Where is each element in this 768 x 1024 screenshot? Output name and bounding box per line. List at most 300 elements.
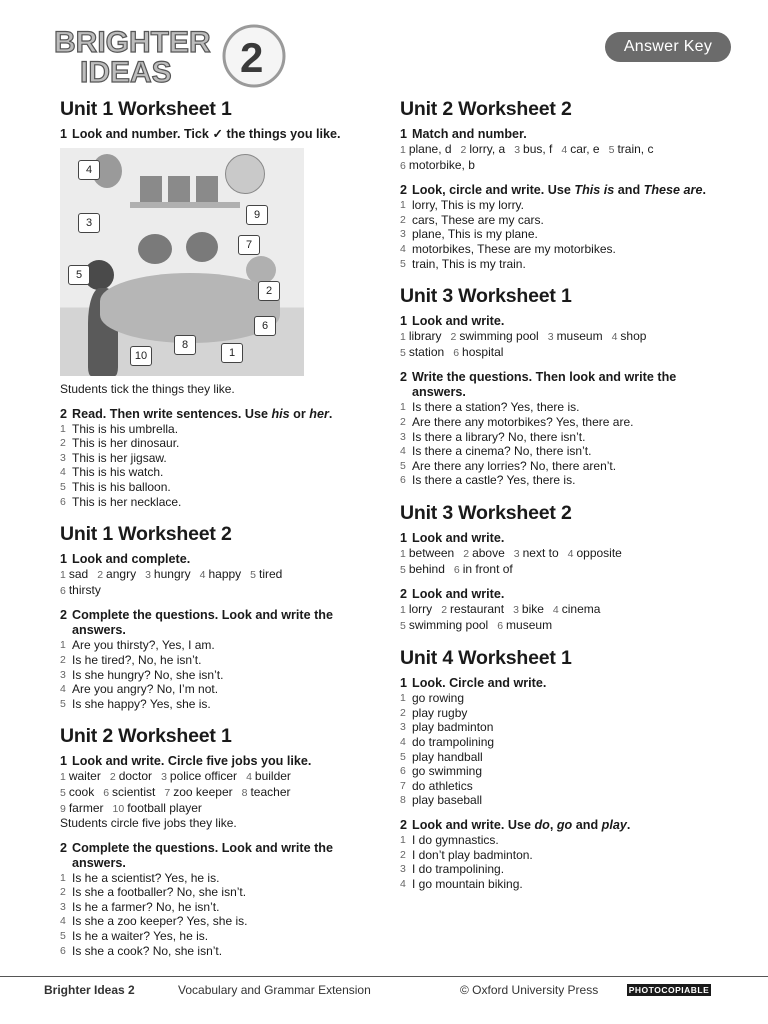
answer-line (400, 444, 720, 459)
answer-text: lorry, a (469, 142, 506, 156)
item-number: 5 (400, 346, 406, 359)
item-number: 5 (400, 750, 406, 763)
item-number: 1 (60, 871, 66, 884)
answer-text: plane, d (408, 142, 452, 156)
exercise-instruction: 2 Look and write. Use do, go and play. (400, 818, 631, 833)
exercise-2 (400, 587, 720, 633)
item-number: 1 (60, 639, 66, 652)
exercise-1 (400, 676, 720, 808)
answer-item (400, 329, 442, 343)
logo-line2: IDEAS (80, 56, 172, 89)
item-number: 1 (60, 569, 66, 582)
answer-line (400, 779, 720, 794)
answer-line (400, 257, 720, 272)
label-box: 10 (130, 346, 152, 366)
answer-item (60, 567, 88, 581)
answer-text: train, c (617, 142, 654, 156)
item-number: 3 (513, 547, 520, 560)
answer-item (400, 618, 488, 632)
item-number: 3 (161, 771, 167, 784)
answer-text: cinema (561, 602, 601, 617)
poster-shape (196, 176, 218, 202)
answer-item (200, 567, 242, 581)
item-number: 4 (400, 445, 406, 458)
unit2-worksheet1 (60, 725, 370, 958)
answer-text: Is there a cinema? No, there isn’t. (412, 444, 592, 459)
answer-item (400, 142, 452, 156)
item-number: 3 (60, 451, 66, 464)
item-number: 3 (400, 430, 406, 443)
answer-text: train, This is my train. (412, 256, 526, 271)
answer-list (400, 400, 720, 488)
answer-line (60, 436, 370, 451)
answer-text: Are you thirsty?, Yes, I am. (72, 638, 215, 653)
answer-text: motorbike, b (408, 157, 475, 172)
answer-item (548, 329, 603, 343)
answer-list (400, 142, 720, 173)
item-number: 6 (60, 944, 66, 957)
answer-line (400, 242, 720, 257)
item-number: 3 (513, 604, 519, 617)
item-number: 5 (60, 930, 66, 943)
answer-text: This is his balloon. (72, 479, 171, 494)
answer-text: bus, f (523, 142, 553, 156)
exercise-1 (60, 127, 370, 397)
answer-row (400, 546, 720, 562)
item-number: 3 (400, 863, 406, 876)
item-number: 5 (400, 563, 406, 576)
answer-text: Is she happy? Yes, she is. (72, 696, 211, 711)
answer-item (242, 785, 291, 799)
item-number: 2 (460, 144, 467, 156)
section-title: Unit 2 Worksheet 1 (60, 725, 232, 748)
answer-text: lorry (408, 602, 433, 617)
answer-item (97, 567, 136, 581)
answer-item (400, 602, 432, 616)
exercise-2 (400, 818, 720, 891)
answer-text: This is her dinosaur. (72, 436, 180, 451)
exercise-1 (400, 531, 720, 577)
footer-subtitle: Vocabulary and Grammar Extension (178, 983, 371, 997)
answer-item (561, 142, 599, 156)
answer-row (400, 142, 720, 158)
item-number: 6 (400, 765, 406, 778)
answer-text: Is there a library? No, there isn’t. (412, 429, 586, 444)
answer-item (161, 769, 237, 783)
section-title: Unit 2 Worksheet 2 (400, 98, 572, 120)
answer-line (400, 430, 720, 445)
item-number: 2 (441, 604, 448, 617)
item-number: 4 (199, 569, 206, 582)
item-number: 4 (552, 604, 559, 617)
logo-line1: BRIGHTER (54, 26, 211, 59)
answer-list (60, 871, 370, 959)
item-number: 2 (60, 653, 66, 666)
answer-line (60, 900, 370, 915)
answer-text: Are there any motorbikes? Yes, there are. (412, 414, 634, 429)
answer-text: museum (506, 617, 553, 632)
item-number: 5 (250, 569, 257, 582)
answer-item (400, 345, 444, 359)
birthday-balloon-shape (225, 154, 265, 194)
item-number: 4 (611, 331, 618, 344)
answer-line (60, 697, 370, 712)
label-box: 7 (238, 235, 260, 255)
item-number: 2 (97, 569, 104, 582)
answer-line (60, 465, 370, 480)
footer-copyright: © Oxford University Press (460, 983, 599, 997)
answer-list (60, 567, 370, 598)
item-number: 2 (400, 848, 406, 861)
label-box: 3 (78, 213, 100, 233)
answer-line (60, 480, 370, 495)
answer-key-badge: Answer Key (605, 32, 731, 62)
answer-text: play baseball (412, 793, 483, 808)
answer-item (103, 785, 155, 799)
answer-text: hospital (462, 344, 504, 359)
item-number: 1 (400, 547, 406, 560)
exercise-2 (60, 608, 370, 711)
answer-item (461, 142, 506, 156)
answer-row (400, 345, 720, 361)
answer-text: play handball (412, 749, 483, 764)
item-number: 6 (453, 563, 460, 576)
answer-text: builder (254, 769, 291, 784)
brighter-ideas-logo (50, 22, 290, 92)
answer-text: lorry, This is my lorry. (412, 198, 525, 213)
answer-text: go swimming (412, 764, 483, 779)
answer-text: I do gymnastics. (412, 833, 499, 848)
answer-text: tired (259, 567, 283, 582)
item-number: 10 (112, 802, 125, 815)
answer-text: This is her necklace. (72, 494, 182, 509)
answer-line (400, 473, 720, 488)
exercise-2 (400, 370, 720, 488)
answer-line (400, 750, 720, 765)
answer-item (400, 158, 475, 172)
answer-text: restaurant (450, 602, 505, 617)
answer-item (60, 801, 104, 815)
answer-text: Is she a zoo keeper? Yes, she is. (72, 914, 248, 929)
footer-title: Brighter Ideas 2 (44, 983, 135, 997)
item-number: 8 (241, 786, 248, 799)
answer-row (400, 618, 720, 634)
answer-line (400, 848, 720, 863)
answer-list (60, 769, 370, 830)
answer-text: cook (68, 784, 95, 799)
unit1-worksheet1 (60, 98, 370, 509)
answer-text: bike (521, 602, 544, 617)
item-number: 8 (400, 794, 406, 807)
answer-item (60, 785, 94, 799)
answer-line (60, 422, 370, 437)
answer-text: next to (522, 545, 559, 560)
answer-text: above (472, 545, 505, 560)
item-number: 1 (400, 401, 406, 414)
item-number: 5 (400, 459, 406, 472)
answer-item (513, 602, 544, 616)
answer-text: angry (106, 567, 137, 582)
answer-item (463, 546, 505, 560)
answer-line (60, 944, 370, 959)
item-number: 3 (400, 228, 406, 241)
section-title: Unit 4 Worksheet 1 (400, 647, 572, 670)
child-head (186, 232, 218, 262)
answer-list (400, 602, 720, 633)
answer-text: Is there a castle? Yes, there is. (412, 473, 576, 488)
answer-line (60, 682, 370, 697)
item-number: 1 (400, 604, 406, 617)
answer-text: Are you angry? No, I’m not. (72, 682, 219, 697)
exercise-instruction: 2 Look and write. (400, 587, 505, 602)
item-number: 5 (60, 786, 66, 799)
answer-line (400, 400, 720, 415)
answer-item (497, 618, 552, 632)
answer-text: teacher (250, 784, 291, 799)
answer-text: swimming pool (408, 617, 489, 632)
answer-item (250, 567, 282, 581)
item-number: 7 (400, 779, 406, 792)
answer-text: opposite (576, 545, 622, 560)
item-number: 9 (60, 802, 66, 815)
answer-line (400, 735, 720, 750)
exercise-1 (60, 552, 370, 598)
item-number: 6 (453, 346, 460, 359)
answer-list (400, 198, 720, 271)
item-number: 2 (109, 771, 116, 784)
answer-text: museum (556, 329, 603, 344)
item-number: 2 (400, 706, 406, 719)
item-number: 6 (400, 474, 406, 487)
item-number: 6 (400, 159, 406, 172)
exercise-1 (400, 127, 720, 173)
answer-text: Is she a footballer? No, she isn’t. (72, 885, 247, 900)
answer-line (400, 764, 720, 779)
answer-text: zoo keeper (173, 784, 233, 799)
unit3-worksheet1 (400, 285, 720, 488)
answer-line (60, 871, 370, 886)
exercise-instruction: 2 Complete the questions. Look and write the answers. (60, 608, 333, 638)
answer-row (400, 602, 720, 618)
poster-shape (140, 176, 162, 202)
answer-item (612, 329, 647, 343)
answer-item (60, 583, 101, 597)
exercise-1 (400, 314, 720, 360)
exercise-instruction: 1 Look and write. Circle five jobs you like. (60, 754, 312, 769)
item-number: 2 (400, 213, 406, 226)
item-number: 2 (450, 331, 457, 344)
item-number: 4 (561, 144, 568, 156)
answer-line (400, 227, 720, 242)
label-box: 9 (246, 205, 268, 225)
item-number: 4 (60, 915, 66, 928)
answer-row (60, 801, 370, 817)
item-number: 4 (400, 736, 406, 749)
item-number: 1 (60, 771, 66, 784)
item-number: 1 (400, 692, 406, 705)
item-number: 2 (463, 547, 470, 560)
item-number: 3 (145, 569, 151, 582)
item-number: 6 (60, 584, 66, 597)
answer-line (400, 706, 720, 721)
answer-text: hungry (153, 567, 191, 582)
answer-list (400, 329, 720, 360)
answer-text: Is he tired?, No, he isn’t. (72, 652, 202, 667)
item-number: 3 (514, 144, 521, 156)
answer-line (400, 833, 720, 848)
answer-line (400, 213, 720, 228)
answer-item (609, 142, 654, 156)
answer-line (400, 877, 720, 892)
left-column (60, 98, 370, 972)
exercise-instruction: 2 Look, circle and write. Use This is and These are. (400, 183, 706, 198)
page-footer (0, 976, 768, 1005)
answer-item (453, 345, 503, 359)
answer-text: doctor (118, 769, 153, 784)
answer-text: farmer (68, 800, 104, 815)
answer-item (145, 567, 191, 581)
answer-text: Are there any lorries? No, there aren’t. (412, 458, 617, 473)
answer-text: cars, These are my cars. (412, 212, 544, 227)
answer-list (400, 691, 720, 808)
exercise-note: Students circle five jobs they like. (60, 816, 237, 831)
unit2-worksheet2 (400, 98, 720, 271)
answer-text: Is she a cook? No, she isn’t. (72, 943, 223, 958)
item-number: 1 (400, 144, 406, 156)
answer-text: Is he a scientist? Yes, he is. (72, 870, 220, 885)
table-shape (100, 273, 280, 343)
answer-item (113, 801, 202, 815)
answer-item (246, 769, 291, 783)
answer-item (514, 142, 552, 156)
answer-text: play badminton (412, 720, 494, 735)
answer-text: Is there a station? Yes, there is. (412, 400, 580, 415)
answer-text: go rowing (412, 691, 465, 706)
answer-text: do athletics (412, 778, 473, 793)
answer-item (164, 785, 232, 799)
answer-text: Is he a farmer? No, he isn’t. (72, 899, 220, 914)
answer-text: This is his watch. (72, 465, 164, 480)
answer-item (568, 546, 622, 560)
item-number: 6 (497, 619, 504, 632)
answer-row (400, 158, 720, 174)
exercise-instruction: 1 Match and number. (400, 127, 527, 141)
answer-item (514, 546, 559, 560)
label-box: 1 (221, 343, 243, 363)
answer-row (400, 562, 720, 578)
poster-shape (168, 176, 190, 202)
exercise-instruction: 2 Read. Then write sentences. Use his or her. (60, 406, 333, 421)
answer-item (454, 562, 513, 576)
answer-item (451, 329, 539, 343)
answer-text: Is she hungry? No, she isn’t. (72, 667, 224, 682)
answer-text: between (408, 545, 455, 560)
exercise-instruction: 1 Look and complete. (60, 552, 191, 567)
item-number: 2 (60, 437, 66, 450)
tick-icon: ✓ (212, 127, 223, 141)
exercise-instruction: 2 Write the questions. Then look and write the answers. (400, 370, 677, 400)
section-title: Unit 3 Worksheet 1 (400, 285, 572, 308)
answer-line (400, 198, 720, 213)
item-number: 4 (60, 683, 66, 696)
exercise-1 (60, 754, 370, 830)
answer-text: in front of (462, 561, 513, 576)
item-number: 7 (164, 786, 171, 799)
answer-text: car, e (570, 142, 600, 156)
answer-item (441, 602, 504, 616)
item-number: 1 (400, 834, 406, 847)
right-column (400, 98, 720, 905)
item-number: 6 (103, 786, 110, 799)
answer-line (400, 415, 720, 430)
answer-line (400, 459, 720, 474)
item-number: 3 (60, 900, 66, 913)
answer-text: I do trampolining. (412, 862, 505, 877)
answer-list (400, 546, 720, 577)
section-title: Unit 1 Worksheet 1 (60, 98, 232, 120)
item-number: 4 (400, 242, 406, 255)
answer-line (60, 668, 370, 683)
exercise-2 (60, 407, 370, 510)
answer-text: football player (127, 800, 202, 815)
item-number: 4 (567, 547, 574, 560)
answer-text: Is he a waiter? Yes, he is. (72, 929, 209, 944)
answer-text: behind (408, 561, 445, 576)
answer-list (60, 422, 370, 510)
answer-text: library (408, 329, 442, 344)
answer-line (60, 638, 370, 653)
item-number: 3 (60, 668, 66, 681)
answer-text: This is her jigsaw. (72, 450, 167, 465)
answer-text: shop (620, 329, 647, 344)
answer-row (60, 583, 370, 599)
item-number: 4 (400, 877, 406, 890)
answer-row (60, 769, 370, 785)
answer-line (60, 914, 370, 929)
item-number: 3 (400, 721, 406, 734)
answer-item (60, 769, 101, 783)
answer-text: sad (68, 567, 89, 582)
answer-text: waiter (68, 769, 101, 784)
unit3-worksheet2 (400, 502, 720, 633)
answer-text: I don’t play badminton. (412, 847, 533, 862)
answer-item (110, 769, 152, 783)
answer-item (553, 602, 601, 616)
item-number: 4 (60, 466, 66, 479)
answer-line (60, 929, 370, 944)
item-number: 2 (60, 886, 66, 899)
answer-text: do trampolining (412, 735, 495, 750)
item-number: 3 (547, 331, 554, 344)
section-title: Unit 1 Worksheet 2 (60, 523, 232, 546)
shelf-shape (130, 202, 240, 208)
item-number: 6 (60, 495, 66, 508)
answer-text: This is his umbrella. (72, 421, 179, 436)
answer-text: plane, This is my plane. (412, 227, 538, 242)
answer-text: happy (208, 567, 242, 582)
answer-text: play rugby (412, 705, 468, 720)
exercise-note: Students tick the things they like. (60, 382, 235, 396)
answer-line (400, 691, 720, 706)
label-box: 6 (254, 316, 276, 336)
item-number: 1 (400, 331, 406, 344)
logo-level: 2 (240, 34, 264, 81)
answer-line (60, 885, 370, 900)
exercise-2 (60, 841, 370, 959)
label-box: 8 (174, 335, 196, 355)
answer-text: swimming pool (459, 329, 539, 344)
exercise-instruction: 1 Look and write. (400, 530, 505, 545)
